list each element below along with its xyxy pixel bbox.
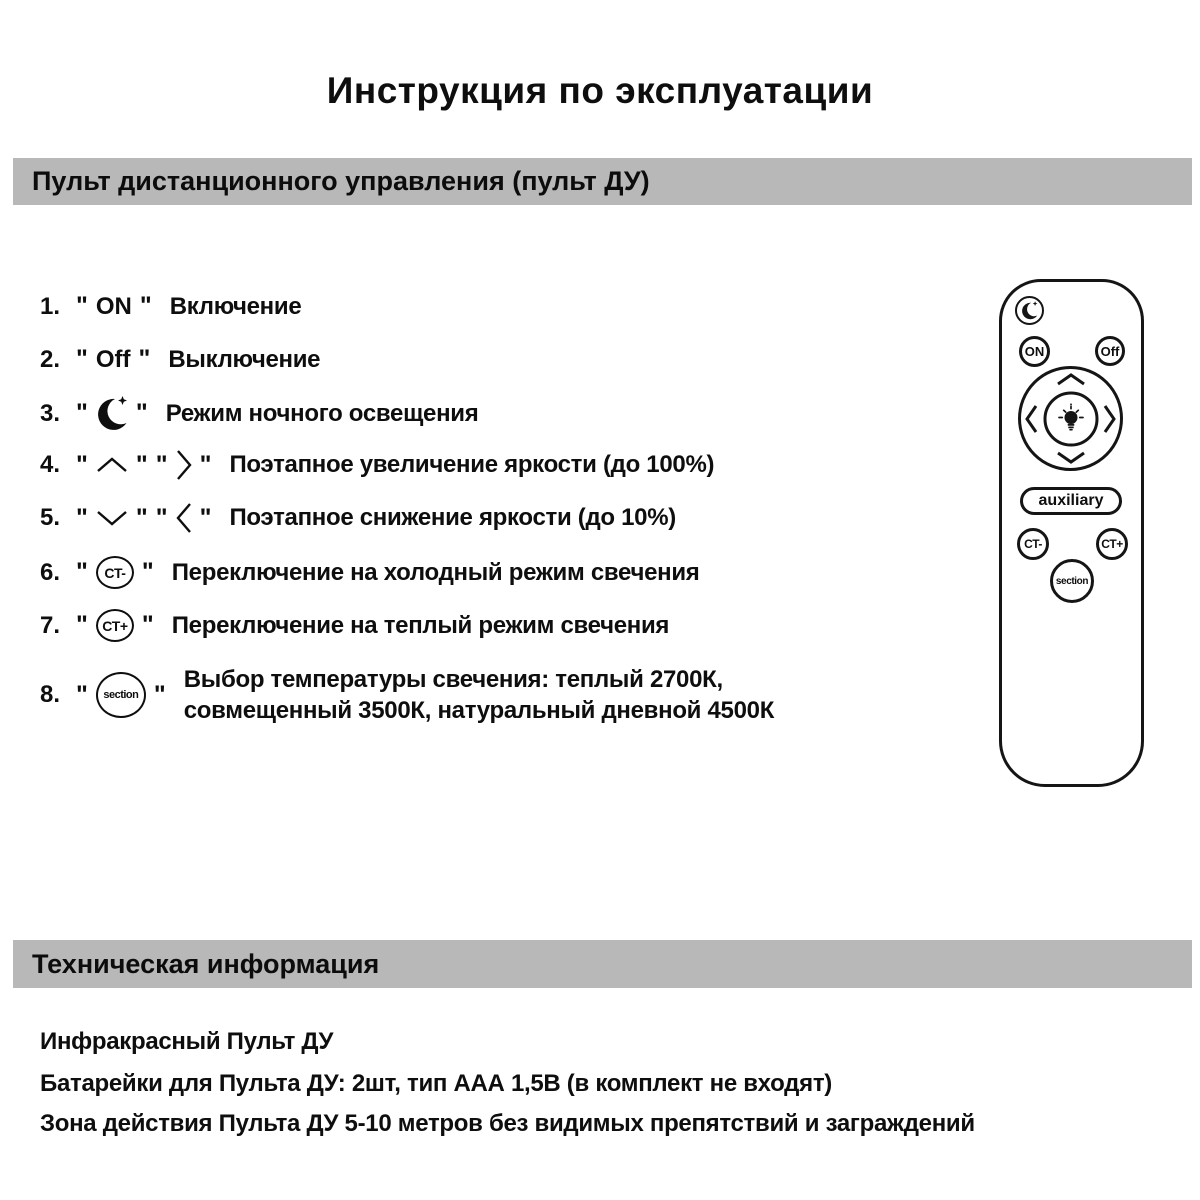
on-button-label: ON xyxy=(1024,344,1045,359)
item-number: 5. xyxy=(40,504,61,531)
chevron-up-icon xyxy=(96,457,128,473)
item-number: 4. xyxy=(40,451,61,478)
tech-info-line: Инфракрасный Пульт ДУ xyxy=(40,1028,334,1055)
section-button xyxy=(1050,559,1094,603)
instruction-item-night-mode xyxy=(40,396,478,431)
quote-mark: " xyxy=(76,450,88,479)
remote-control-illustration xyxy=(999,279,1144,787)
section-button-label: section xyxy=(1055,575,1089,587)
quote-mark: " xyxy=(199,450,212,479)
instruction-item-warm-mode xyxy=(40,609,669,642)
quote-mark: " xyxy=(76,611,88,639)
ct-plus-label: CT+ xyxy=(1101,537,1123,551)
quote-mark: " xyxy=(76,399,88,427)
instruction-item-brightness-up xyxy=(40,449,714,481)
item-description-line1: Выбор температуры свечения: теплый 2700К, xyxy=(183,666,723,693)
on-button xyxy=(1019,336,1050,367)
quote-mark: " xyxy=(155,503,168,532)
item-description: Режим ночного освещения xyxy=(165,399,479,427)
quote-mark: " xyxy=(135,503,148,532)
item-description xyxy=(184,664,774,726)
section-heading-tech xyxy=(13,940,1192,988)
ct-minus-button xyxy=(1017,528,1049,560)
night-mode-button xyxy=(1015,296,1044,325)
quote-mark: " xyxy=(199,503,212,532)
quote-mark: " xyxy=(153,680,166,709)
quote-mark: " xyxy=(76,558,88,586)
section-heading-remote-label: Пульт дистанционного управления (пульт ДУ) xyxy=(32,166,650,196)
quote-mark: " xyxy=(138,345,151,373)
item-description: Поэтапное снижение яркости (до 10%) xyxy=(229,504,676,531)
instruction-item-cold-mode xyxy=(40,556,700,589)
quote-mark: " xyxy=(135,450,148,479)
ct-minus-icon: CT- xyxy=(96,556,134,589)
quote-mark: " xyxy=(141,611,154,639)
item-description: Выключение xyxy=(168,345,321,373)
quote-mark: " xyxy=(76,503,88,532)
quote-mark: " xyxy=(139,292,152,320)
item-description-line2: совмещенный 3500К, натуральный дневной 4500К xyxy=(183,697,775,724)
item-description: Переключение на холодный режим свечения xyxy=(171,558,700,586)
ct-plus-icon: CT+ xyxy=(96,609,134,642)
item-number: 7. xyxy=(40,611,61,639)
tech-info-line: Зона действия Пульта ДУ 5-10 метров без видимых препятствий и заграждений xyxy=(40,1110,975,1137)
item-description: Включение xyxy=(169,292,302,320)
instruction-item-off xyxy=(40,345,320,374)
ct-minus-label: CT- xyxy=(1024,537,1042,551)
dpad-center-button xyxy=(1043,391,1098,446)
quote-mark: " xyxy=(76,680,88,709)
quote-mark: " xyxy=(135,399,148,427)
moon-icon xyxy=(96,396,128,431)
quote-mark: " xyxy=(141,558,154,586)
item-number: 3. xyxy=(40,399,61,427)
instruction-item-brightness-down xyxy=(40,502,676,534)
quote-mark: " xyxy=(76,292,88,320)
section-icon: section xyxy=(96,672,146,718)
on-button-label: ON xyxy=(95,292,132,320)
instruction-item-on xyxy=(40,292,301,321)
quote-mark: " xyxy=(76,345,88,373)
section-heading-remote xyxy=(13,158,1192,205)
item-number: 1. xyxy=(40,292,61,320)
chevron-down-icon xyxy=(1056,451,1086,464)
off-button xyxy=(1095,336,1125,366)
item-number: 8. xyxy=(40,681,61,708)
page-title: Инструкция по эксплуатации xyxy=(326,70,874,111)
off-button-label: Off xyxy=(95,345,131,373)
chevron-left-icon xyxy=(1025,404,1038,434)
quote-mark: " xyxy=(155,450,168,479)
ct-plus-button xyxy=(1096,528,1128,560)
item-description: Переключение на теплый режим свечения xyxy=(171,611,670,639)
section-heading-tech-label: Техническая информация xyxy=(32,948,380,979)
dpad-control xyxy=(1018,366,1123,471)
instruction-item-section xyxy=(40,664,774,726)
item-number: 2. xyxy=(40,345,61,373)
lightbulb-icon xyxy=(1057,404,1084,434)
auxiliary-button-label: auxiliary xyxy=(1038,492,1104,509)
chevron-left-icon xyxy=(176,502,192,534)
chevron-right-icon xyxy=(1103,404,1116,434)
item-description: Поэтапное увеличение яркости (до 100%) xyxy=(229,451,715,478)
moon-icon xyxy=(1021,301,1038,320)
tech-info-line: Батарейки для Пульта ДУ: 2шт, тип ААА 1,5В (в комплект не входят) xyxy=(40,1070,832,1097)
auxiliary-button xyxy=(1020,487,1122,515)
item-number: 6. xyxy=(40,558,61,586)
chevron-down-icon xyxy=(96,510,128,526)
chevron-right-icon xyxy=(176,449,192,481)
chevron-up-icon xyxy=(1056,373,1086,386)
off-button-label: Off xyxy=(1100,343,1120,359)
